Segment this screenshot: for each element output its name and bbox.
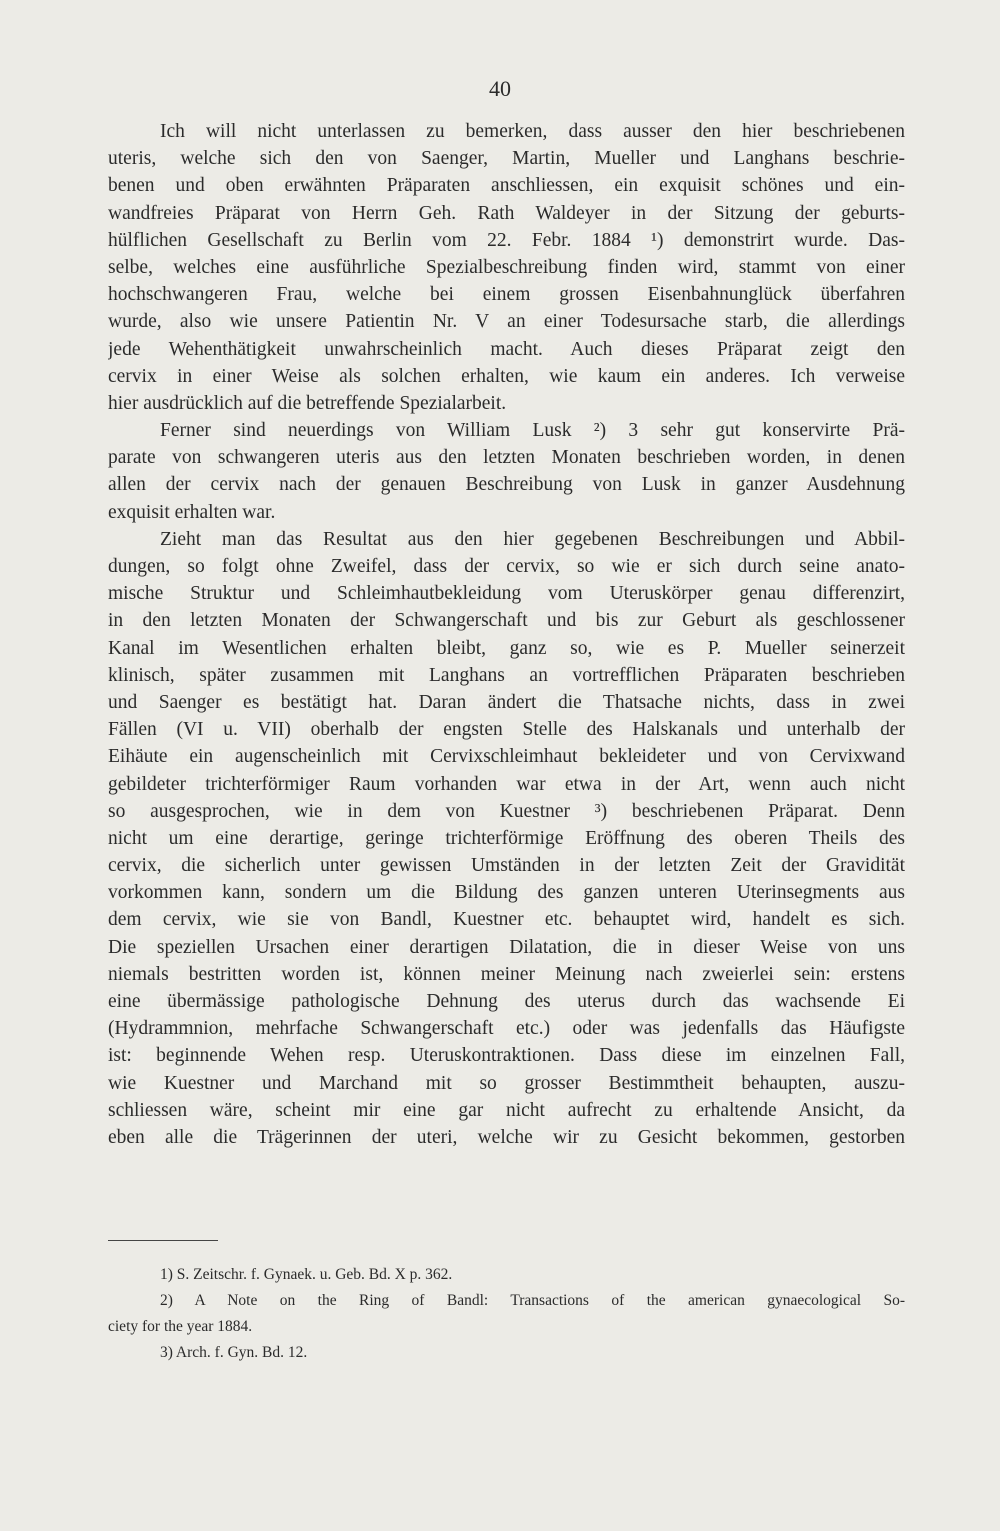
- text-line: hier ausdrücklich auf die betreffende Spezialarbeit.: [108, 392, 507, 414]
- text-line: Ich will nicht unterlassen zu bemerken, dass ausser den hier beschriebenen: [160, 121, 905, 142]
- text-line: dem cervix, wie sie von Bandl, Kuestner etc. behauptet wird, handelt es sich.: [108, 909, 905, 931]
- text-line: in den letzten Monaten der Schwangerschaft und bis zur Geburt als geschlossener: [108, 610, 905, 632]
- footnote-3: 3) Arch. f. Gyn. Bd. 12.: [160, 1344, 308, 1361]
- text-line: so ausgesprochen, wie in dem von Kuestner ³) beschriebenen Präparat. Denn: [108, 800, 905, 822]
- text-line: hochschwangeren Frau, welche bei einem grossen Eisenbahnunglück überfahren: [108, 284, 905, 306]
- text-line: Die speziellen Ursachen einer derartigen Dilatation, die in dieser Weise von uns: [108, 936, 905, 958]
- text-line: wandfreies Präparat von Herrn Geh. Rath Waldeyer in der Sitzung der geburts-: [108, 202, 905, 224]
- text-line: (Hydrammnion, mehrfache Schwangerschaft etc.) oder was jedenfalls das Häufigste: [108, 1018, 905, 1040]
- text-line: und Saenger es bestätigt hat. Daran ändert die Thatsache nichts, dass in zwei: [108, 691, 905, 713]
- text-line: benen und oben erwähnten Präparaten anschliessen, ein exquisit schönes und ein-: [108, 175, 905, 197]
- text-line: Zieht man das Resultat aus den hier gegebenen Beschreibungen und Abbil-: [160, 528, 905, 550]
- text-line: schliessen wäre, scheint mir eine gar nicht aufrecht zu erhaltende Ansicht, da: [108, 1099, 905, 1121]
- text-line: wie Kuestner und Marchand mit so grosser Bestimmtheit behaupten, auszu-: [108, 1072, 905, 1094]
- footnote-2: 2) A Note on the Ring of Bandl: Transactions of the american gynaecological So-: [160, 1292, 905, 1309]
- body-text: [108, 118, 905, 1151]
- text-line: Ferner sind neuerdings von William Lusk ²) 3 sehr gut konservirte Prä-: [160, 420, 905, 442]
- page-number: 40: [489, 76, 511, 101]
- footnote-2-continuation: ciety for the year 1884.: [108, 1318, 253, 1335]
- text-line: dungen, so folgt ohne Zweifel, dass der cervix, so wie er sich durch seine anato-: [108, 556, 905, 577]
- text-line: exquisit erhalten war.: [108, 501, 276, 523]
- text-line: gebildeter trichterförmiger Raum vorhanden war etwa in der Art, wenn auch nicht: [108, 773, 905, 795]
- footnote-1: 1) S. Zeitschr. f. Gynaek. u. Geb. Bd. X p. 362.: [160, 1266, 453, 1283]
- text-line: nicht um eine derartige, geringe trichterförmige Eröffnung des oberen Theils des: [108, 827, 905, 849]
- text-line: vorkommen kann, sondern um die Bildung des ganzen unteren Uterinsegments aus: [108, 882, 905, 904]
- text-line: klinisch, später zusammen mit Langhans an vortrefflichen Präparaten beschrieben: [108, 664, 905, 686]
- footnotes: [108, 1262, 905, 1366]
- footnote-divider: [108, 1240, 218, 1241]
- text-line: wurde, also wie unsere Patientin Nr. V an einer Todesursache starb, die allerdings: [108, 311, 905, 333]
- text-line: niemals bestritten worden ist, können meiner Meinung nach zweierlei sein: erstens: [108, 963, 905, 985]
- text-line: mische Struktur und Schleimhautbekleidung vom Uteruskörper genau differenzirt,: [108, 583, 905, 605]
- text-line: parate von schwangeren uteris aus den letzten Monaten beschrieben worden, in denen: [108, 447, 905, 469]
- text-line: allen der cervix nach der genauen Beschreibung von Lusk in ganzer Ausdehnung: [108, 474, 905, 496]
- text-line: Kanal im Wesentlichen erhalten bleibt, ganz so, wie es P. Mueller seinerzeit: [108, 637, 905, 659]
- text-line: selbe, welches eine ausführliche Spezialbeschreibung finden wird, stammt von einer: [108, 256, 905, 278]
- text-line: ist: beginnende Wehen resp. Uteruskontraktionen. Dass diese im einzelnen Fall,: [108, 1045, 905, 1067]
- text-line: hülflichen Gesellschaft zu Berlin vom 22. Febr. 1884 ¹) demonstrirt wurde. Das-: [108, 229, 905, 251]
- text-line: eine übermässige pathologische Dehnung des uterus durch das wachsende Ei: [108, 991, 905, 1012]
- text-line: eben alle die Trägerinnen der uteri, welche wir zu Gesicht bekommen, gestorben: [108, 1126, 905, 1148]
- text-line: cervix, die sicherlich unter gewissen Umständen in der letzten Zeit der Gravidität: [108, 855, 905, 877]
- text-line: Fällen (VI u. VII) oberhalb der engsten Stelle des Halskanals und unterhalb der: [108, 719, 905, 741]
- text-line: cervix in einer Weise als solchen erhalten, wie kaum ein anderes. Ich verweise: [108, 365, 905, 387]
- text-line: jede Wehenthätigkeit unwahrscheinlich macht. Auch dieses Präparat zeigt den: [108, 338, 905, 360]
- text-line: uteris, welche sich den von Saenger, Martin, Mueller und Langhans beschrie-: [108, 148, 905, 170]
- text-line: Eihäute ein augenscheinlich mit Cervixschleimhaut bekleideter und von Cervixwand: [108, 746, 905, 768]
